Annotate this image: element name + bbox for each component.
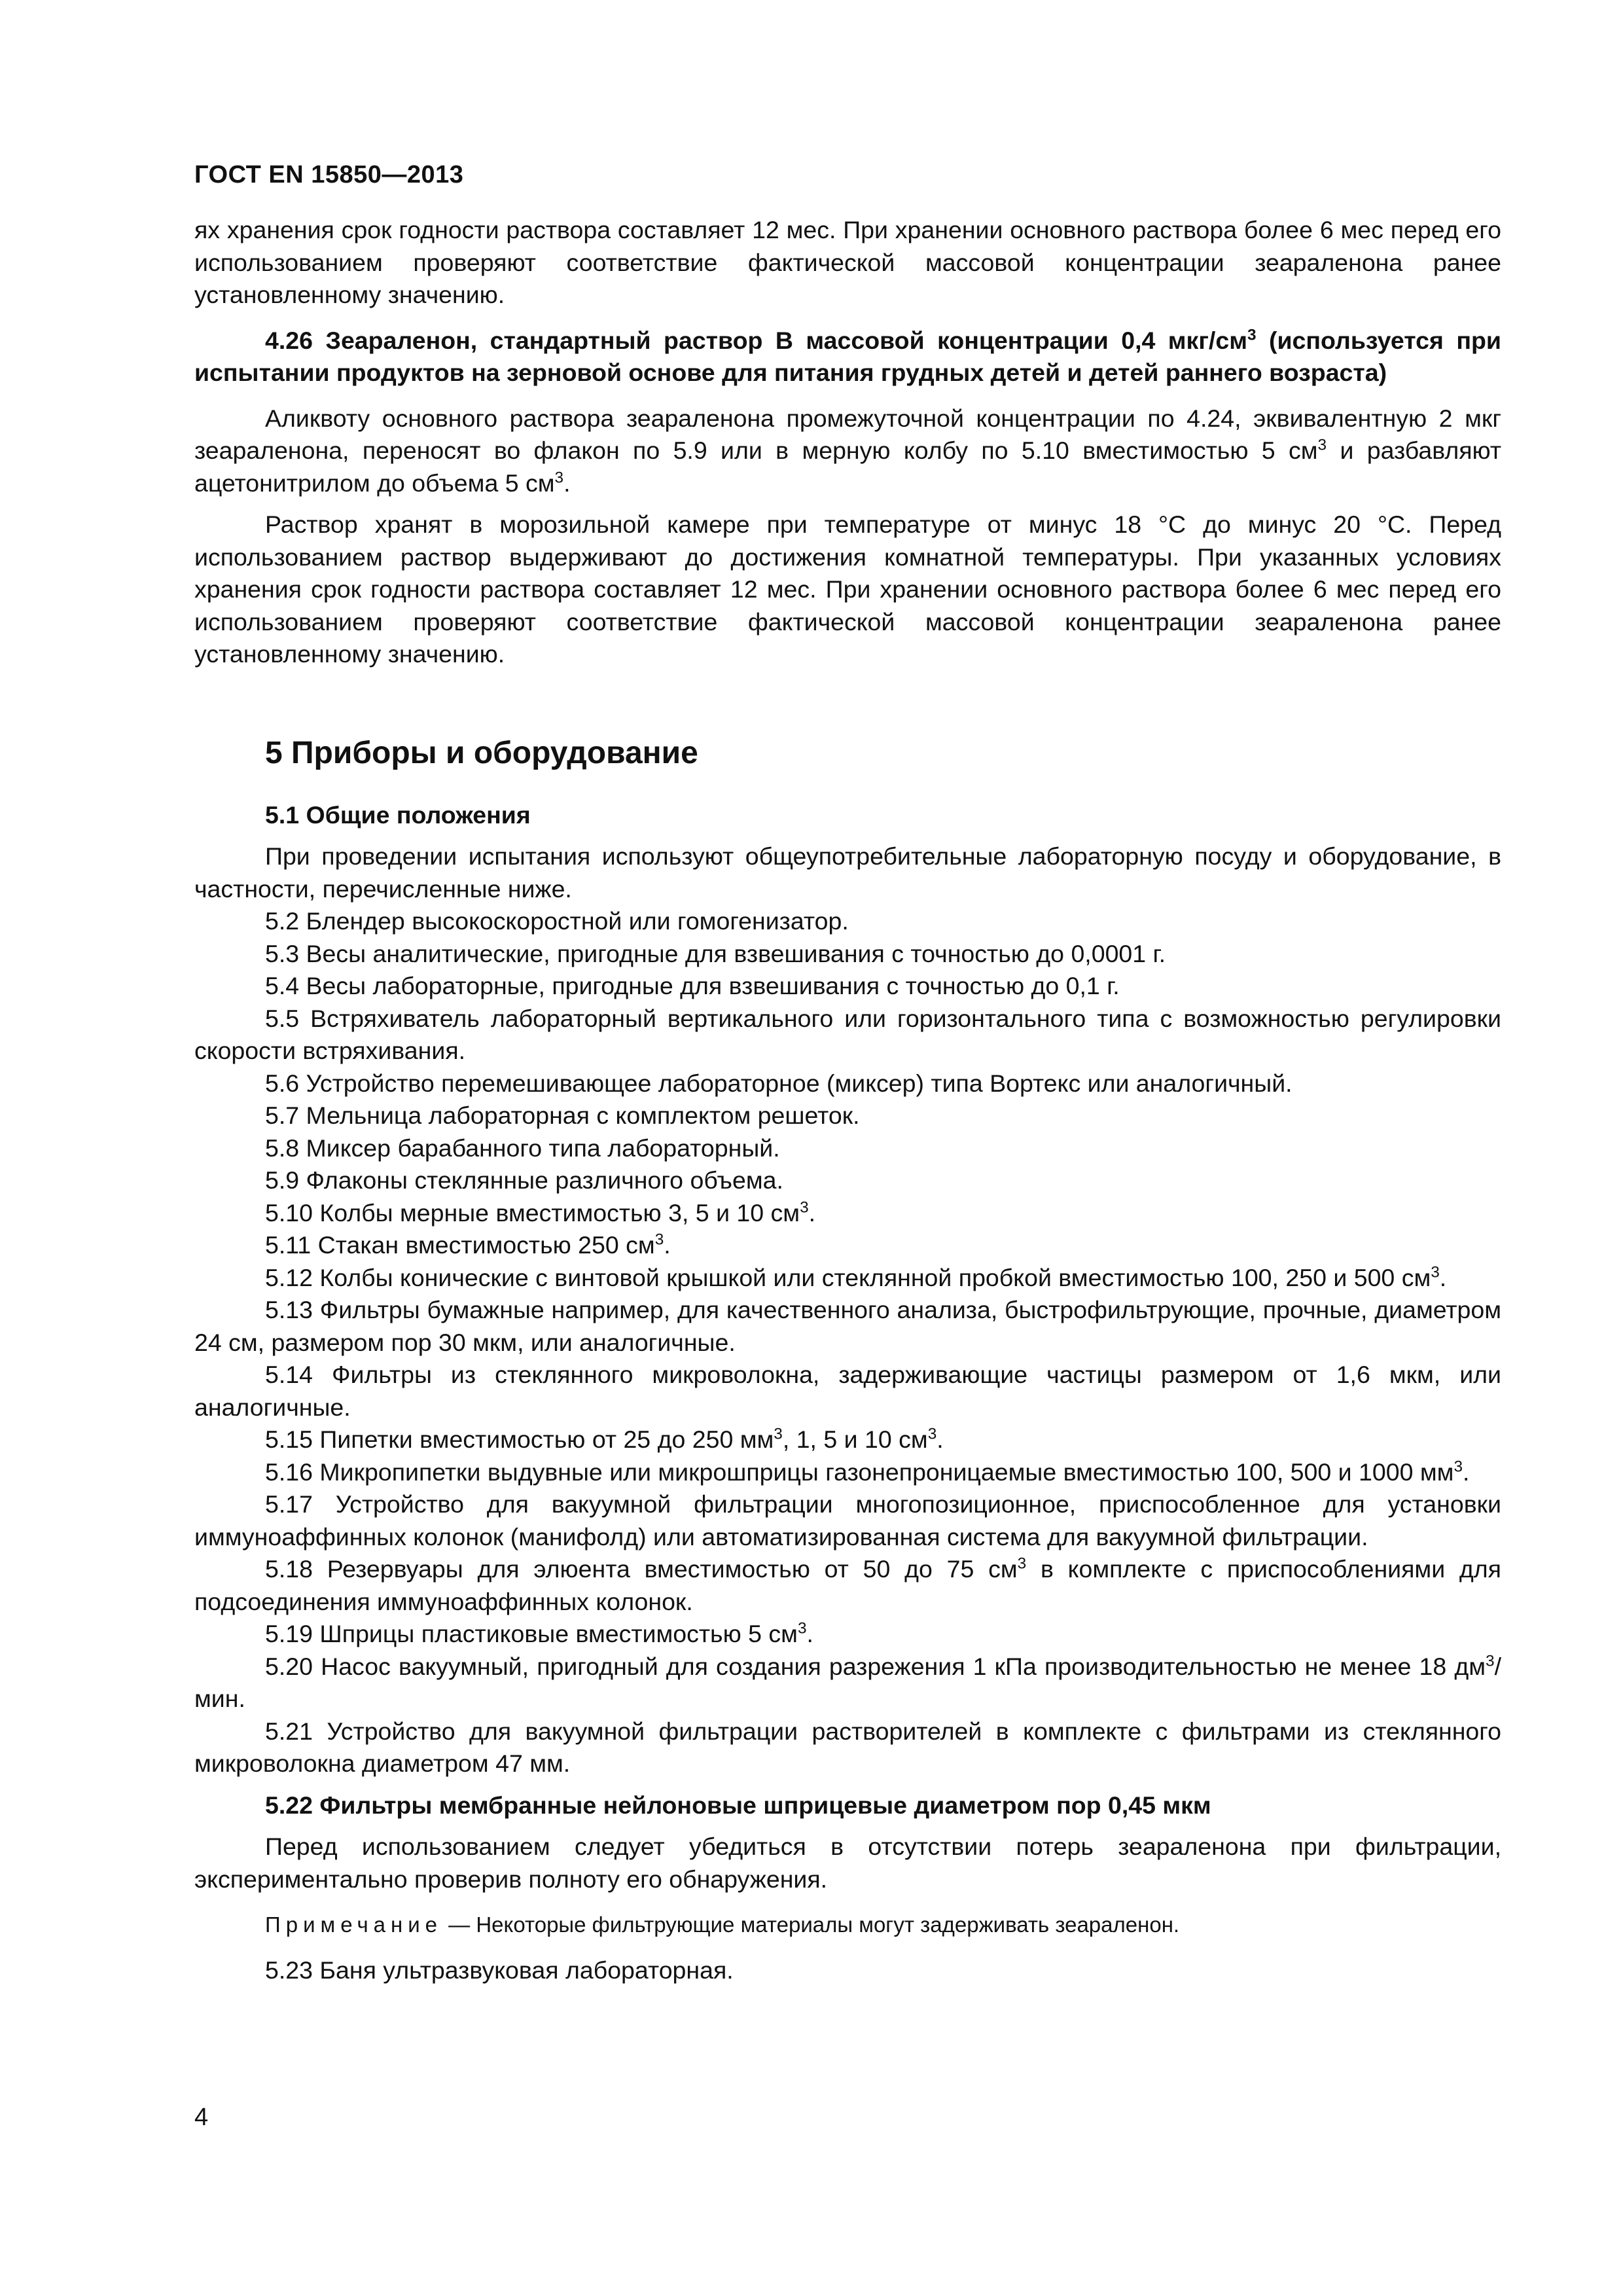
list-item-5-5: 5.5 Встряхиватель лабораторный вертикального или горизонтального типа с возможностью регулировки скорости встряхивания. xyxy=(194,1004,1501,1064)
document-header: ГОСТ EN 15850—2013 xyxy=(194,161,464,188)
list-item-5-10: 5.10 Колбы мерные вместимостью 3, 5 и 10 $см^3$. xyxy=(265,1198,816,1227)
list-item-5-17: 5.17 Устройство для вакуумной фильтрации многопозиционное, приспособленное для установки иммуноаффинных колонок (манифолд) или автоматизированная система для вакуумной фильтрации. xyxy=(194,1490,1501,1551)
page-number: 4 xyxy=(194,2104,209,2131)
list-item-5-23: 5.23 Баня ультразвуковая лабораторная. xyxy=(265,1956,734,1984)
list-item-5-11: 5.11 Стакан вместимостью 250 $см^3$. xyxy=(265,1230,671,1259)
list-item-5-19: 5.19 Шприцы пластиковые вместимостью 5 $см^3$. xyxy=(265,1619,813,1647)
section-5-1-text: При проведении испытания используют общеупотребительные лабораторную посуду и оборудование, в частности, перечисленные ниже. xyxy=(194,842,1501,903)
list-item-5-13: 5.13 Фильтры бумажные например, для качественного анализа, быстрофильтрующие, прочные, диаметром 24 см, размером пор 30 мкм, или аналогичные. xyxy=(194,1296,1501,1356)
list-item-5-22-text: Перед использованием следует убедиться в отсутствии потерь зеараленона при фильтрации, экспериментально проверив полноту его обнаружения. xyxy=(194,1833,1501,1893)
note-label: Примечание xyxy=(265,1912,443,1937)
list-item-5-20: 5.20 Насос вакуумный, пригодный для создания разрежения 1 кПа производительностью не менее 18 $дм^3$/мин. xyxy=(194,1652,1501,1712)
list-item-5-6: 5.6 Устройство перемешивающее лабораторное (миксер) типа Вортекс или аналогичный. xyxy=(265,1069,1293,1097)
list-item-5-8: 5.8 Миксер барабанного типа лабораторный. xyxy=(265,1134,780,1162)
list-item-5-9: 5.9 Флаконы стеклянные различного объема. xyxy=(265,1166,783,1194)
note xyxy=(194,1910,1501,1940)
intro-paragraph: ях хранения срок годности раствора составляет 12 мес. При хранении основного раствора более 6 мес перед его использованием проверяют соответствие фактической массовой концентрации зеараленона ранее установленному значению. xyxy=(194,216,1501,308)
list-item-5-15: 5.15 Пипетки вместимостью от 25 до 250 $мм^3$, 1, 5 и 10 $см^3$. xyxy=(265,1425,944,1453)
document-page xyxy=(194,161,1501,1987)
list-item-5-22-title: 5.22 Фильтры мембранные нейлоновые шприцевые диаметром пор 0,45 мкм xyxy=(265,1791,1211,1819)
list-item-5-12: 5.12 Колбы конические с винтовой крышкой или стеклянной пробкой вместимостью 100, 250 и 500 $см^3$. xyxy=(265,1263,1447,1291)
list-item-5-7: 5.7 Мельница лабораторная с комплектом решеток. xyxy=(265,1102,860,1129)
list-item-5-3: 5.3 Весы аналитические, пригодные для взвешивания с точностью до 0,0001 г. xyxy=(265,939,1166,967)
list-item-5-21: 5.21 Устройство для вакуумной фильтрации растворителей в комплекте с фильтрами из стеклянного микроволокна диаметром 47 мм. xyxy=(194,1717,1501,1777)
note-text: — Некоторые фильтрующие материалы могут задерживать зеараленон. xyxy=(442,1912,1180,1937)
list-item-5-16: 5.16 Микропипетки выдувные или микрошприцы газонепроницаемые вместимостью 100, 500 и 1000 $мм^3$. xyxy=(265,1458,1470,1486)
section-5-1-title: 5.1 Общие положения xyxy=(265,800,531,829)
list-item-5-18: 5.18 Резервуары для элюента вместимостью от 50 до 75 $см^3$ в комплекте с приспособлениями для подсоединения иммуноаффинных колонок. xyxy=(194,1554,1501,1615)
list-item-5-2: 5.2 Блендер высокоскоростной или гомогенизатор. xyxy=(265,907,849,935)
clause-4-26-heading: 4.26 Зеараленон, стандартный раствор В массовой концентрации 0,4 мкг/$см^3$ (используется при испытании продуктов на зерновой основе для питания грудных детей и детей раннего возраста) xyxy=(194,326,1501,386)
clause-4-26-paragraph-1: Аликвоту основного раствора зеараленона промежуточной концентрации по 4.24, эквивалентную 2 мкг зеараленона, переносят во флакон по 5.9 или в мерную колбу по 5.10 вместимостью 5 $см^3$ и разбавляют ацетонитрилом до объема 5 $см^3$. xyxy=(194,404,1501,497)
clause-4-26-paragraph-2: Раствор хранят в морозильной камере при температуре от минус 18 °С до минус 20 °С. Перед использованием раствор выдерживают до достижения комнатной температуры. При указанных условиях хранения срок годности раствора составляет 12 мес. При хранении основного раствора более 6 мес перед его использованием проверяют соответствие фактической массовой концентрации зеараленона ранее установленному значению. xyxy=(194,511,1501,668)
list-item-5-4: 5.4 Весы лабораторные, пригодные для взвешивания с точностью до 0,1 г. xyxy=(265,972,1120,999)
list-item-5-14: 5.14 Фильтры из стеклянного микроволокна, задерживающие частицы размером от 1,6 мкм, или аналогичные. xyxy=(194,1361,1501,1421)
section-5-title: 5 Приборы и оборудование xyxy=(265,735,698,770)
